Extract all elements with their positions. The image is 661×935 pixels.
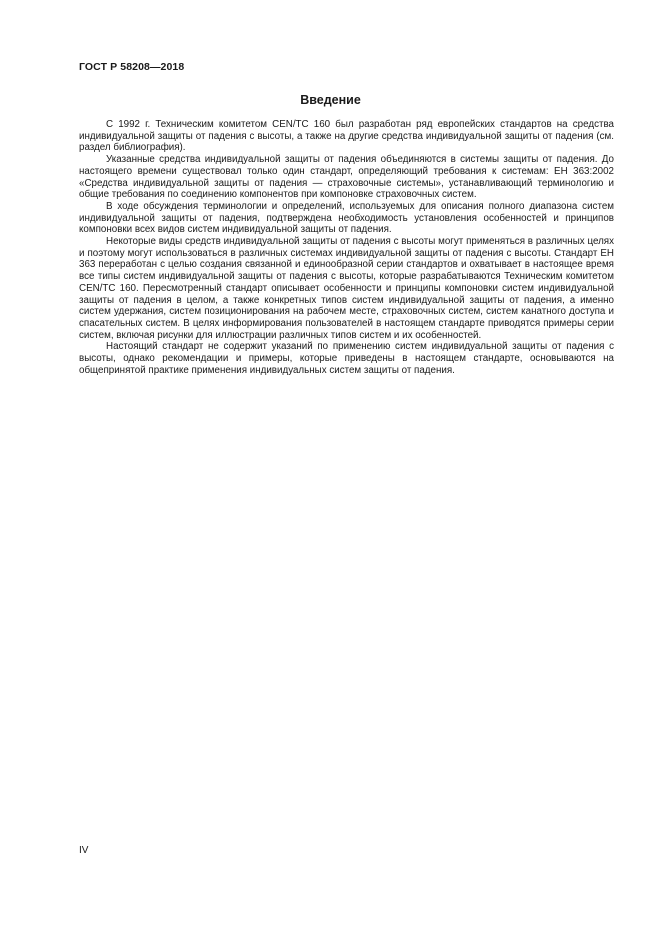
page-number: IV — [79, 845, 89, 856]
paragraph: В ходе обсуждения терминологии и определений, используемых для описания полного диапазона систем индивидуальной защиты от падения, подтверждена необходимость установления особенностей и принципов компоновки всех видов систем индивидуальной защиты от падения. — [79, 200, 614, 236]
body-text — [79, 119, 614, 376]
section-title: Введение — [300, 93, 361, 107]
paragraph: Указанные средства индивидуальной защиты от падения объединяются в системы защиты от падения. До настоящего времени существовал только один стандарт, определяющий требования к системам: ЕН 363:2002 «Средства индивидуальной защиты от падения — страховочные системы», устанавливающий терминологию и общие требования по соединению компонентов при компоновке страховочных систем. — [79, 154, 614, 201]
paragraph: Настоящий стандарт не содержит указаний по применению систем индивидуальной защиты от падения с высоты, однако рекомендации и примеры, которые приведены в настоящем стандарте, основываются на общепринятой практике применения индивидуальных систем защиты от падения. — [79, 341, 614, 376]
document-header: ГОСТ Р 58208—2018 — [79, 61, 185, 73]
paragraph: Некоторые виды средств индивидуальной защиты от падения с высоты могут применяться в различных целях и поэтому могут использоваться в различных системах индивидуальной защиты от падения с высоты. Стандарт ЕН 363 переработан с целью создания связанной и единообразной серии стандартов и охватывает в настоящее время все типы систем индивидуальной защиты от падения с высоты, которые разрабатываются Техническим комитетом CEN/TC 160. Пересмотренный стандарт описывает особенности и принципы компоновки систем индивидуальной защиты от падения в целом, а также конкретных типов систем индивидуальной защиты от падения, а именно систем удержания, систем позиционирования на рабочем месте, страховочных систем, систем канатного доступа и спасательных систем. В целях информирования пользователей в настоящем стандарте приводятся примеры серии систем, включая рисунки для иллюстрации различных типов систем и их особенностей. — [79, 236, 614, 341]
paragraph: С 1992 г. Техническим комитетом CEN/TC 160 был разработан ряд европейских стандартов на средства индивидуальной защиты от падения с высоты, а также на другие средства индивидуальной защиты от падения (см. раздел библиография). — [79, 119, 614, 154]
